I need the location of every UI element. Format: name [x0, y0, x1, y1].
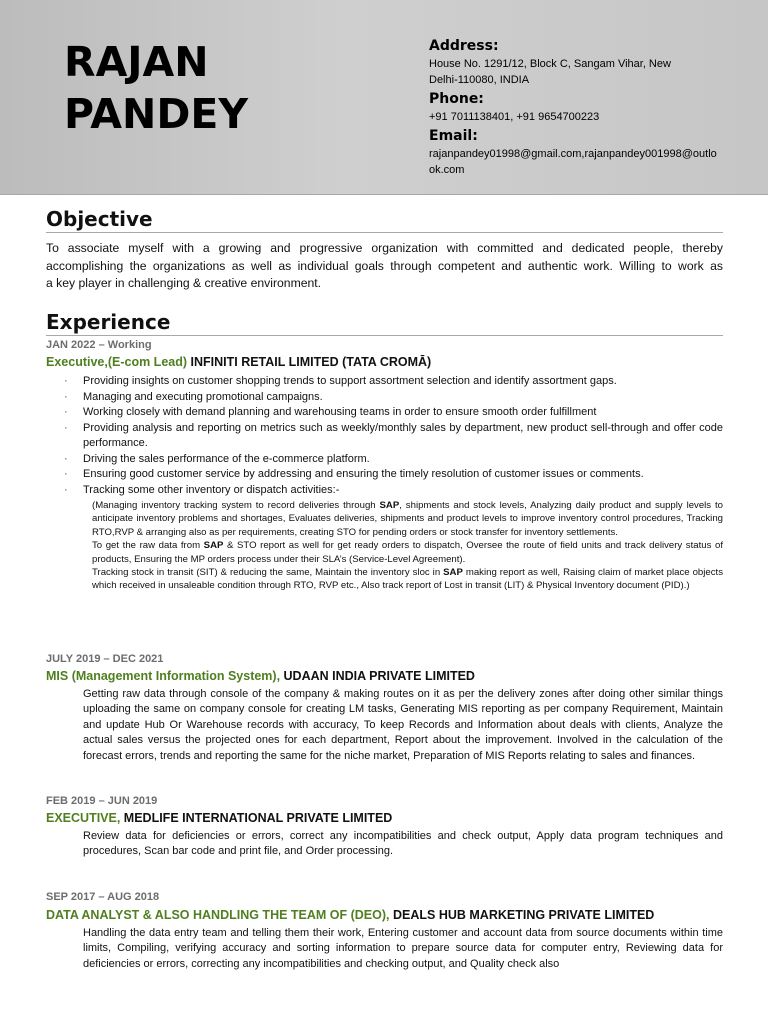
detail-paragraph: Tracking stock in transit (SIT) & reducing the same, Maintain the inventory sloc in SAP making report as well, Raising claim of market place objects which received in unsaleable condition through RTO, RVP etc., Also track report of Lost in transit (LIT) & Physical Inventory document (PID).)	[92, 567, 723, 592]
objective-line: a key player in challenging & creative environment.	[46, 276, 322, 290]
bullet-icon: ·	[64, 375, 68, 387]
objective-text	[46, 240, 723, 293]
email-label: Email:	[429, 128, 478, 144]
job-role: DATA ANALYST & ALSO HANDLING THE TEAM OF (DEO),	[46, 908, 393, 922]
list-item: · Managing and executing promotional campaigns.	[64, 390, 723, 406]
job-title	[46, 669, 475, 683]
job-company: UDAAN INDIA PRIVATE LIMITED	[283, 669, 475, 683]
job-role: MIS (Management Information System),	[46, 669, 284, 683]
name-first: RAJAN	[64, 38, 209, 86]
name-last: PANDEY	[64, 90, 249, 138]
job-title	[46, 908, 654, 922]
candidate-name	[64, 36, 248, 140]
job-date: JULY 2019 – DEC 2021	[46, 653, 164, 665]
job-company: MEDLIFE INTERNATIONAL PRIVATE LIMITED	[123, 811, 393, 825]
email-line-1: rajanpandey01998@gmail.com,rajanpandey001998@outlo	[429, 148, 717, 160]
objective-line: accomplishing the organizations as well as individual goals through competent and authentic work. Willing to work as	[46, 258, 723, 273]
bullet-icon: ·	[64, 468, 68, 480]
job-date: JAN 2022 – Working	[46, 339, 152, 351]
job-title	[46, 355, 431, 369]
job-date: SEP 2017 – AUG 2018	[46, 891, 160, 903]
job-bullet-list	[64, 374, 723, 498]
job-role: EXECUTIVE,	[46, 811, 124, 825]
list-item: · Ensuring good customer service by addressing and ensuring the timely resolution of customer issues or comments.	[64, 467, 723, 483]
list-item: · Providing analysis and reporting on metrics such as weekly/monthly sales by department, new product sell-through and offer code performance.	[64, 421, 723, 449]
job-company: INFINITI RETAIL LIMITED (TATA CROMĀ)	[190, 355, 432, 369]
list-item: · Working closely with demand planning and warehousing teams in order to ensure smooth order fulfillment	[64, 405, 723, 421]
phone-value: +91 7011138401, +91 9654700223	[429, 111, 600, 123]
bullet-icon: ·	[64, 421, 68, 434]
detail-paragraph: To get the raw data from SAP & STO report as well for get ready orders to dispatch, Oversee the route of field units and track delivery status of products, Ensuring the MP orders process under their SLA’s (Service-Level Agreement).	[92, 540, 723, 565]
phone-label: Phone:	[429, 91, 484, 107]
list-item: · Driving the sales performance of the e-commerce platform.	[64, 452, 723, 468]
job-description: Review data for deficiencies or errors, correct any incompatibilities and check output, Apply data program techniques and procedures, Scan bar code and print file, and Order processing.	[83, 830, 723, 858]
bullet-icon: ·	[64, 483, 68, 496]
bullet-icon: ·	[64, 406, 68, 418]
list-item: · Providing insights on customer shopping trends to support assortment selection and identify assortment gaps.	[64, 374, 723, 390]
objective-heading: Objective	[46, 206, 723, 233]
job-description: Handling the data entry team and telling them their work, Entering customer and account data from source documents within time limits, Compiling, verifying accuracy and sorting information to prepare source data for computer entry, Reviewing data for deficiencies or errors, correcting any incompatibilities and checking output, and Quality check also	[83, 927, 723, 970]
bullet-icon: ·	[64, 390, 68, 403]
objective-line: To associate myself with a growing and progressive organization with committed and dedicated people, thereby	[46, 241, 723, 255]
list-item: · Tracking some other inventory or dispatch activities:-	[64, 483, 723, 499]
contact-block	[429, 36, 759, 178]
experience-heading: Experience	[46, 309, 723, 336]
inventory-details	[92, 499, 723, 593]
job-description: Getting raw data through console of the company & making routes on it as per the delivery zones after doing other similar things uploading the same on company console for creating LM tasks, Generating MIS reporting as per company Requirement, Maintain and update Hub Or Warehouse records with accuracy, To keep Records and Information about deals with clients, Analyze the actual sales versus the projected ones for each department, Report about the improvement. Involved in the calculation of the forecast errors, trends and reporting the same for the niche market, Preparation of MIS Reports relating to sales and finances.	[83, 688, 723, 762]
job-date: FEB 2019 – JUN 2019	[46, 795, 158, 807]
address-line-1: House No. 1291/12, Block C, Sangam Vihar, New	[429, 58, 671, 70]
resume-header	[0, 0, 768, 195]
bullet-icon: ·	[64, 452, 68, 465]
address-line-2: Delhi-110080, INDIA	[429, 74, 530, 86]
email-line-2: ok.com	[429, 164, 465, 176]
job-company: DEALS HUB MARKETING PRIVATE LIMITED	[392, 908, 655, 922]
address-label: Address:	[429, 38, 499, 54]
job-role: Executive,(E-com Lead)	[46, 355, 191, 369]
detail-paragraph: (Managing inventory tracking system to record deliveries through SAP, shipments and stock levels, Analyzing daily product and supply levels to anticipate inventory problems and shortages, Evaluates deliveries, shipments and product levels to improve inventory control procedures, Tracking RTO,RVP & arranging also as per requirements, creating STO for pending orders or stock transfer for inventory settlements.	[92, 500, 723, 538]
job-title	[46, 811, 392, 825]
